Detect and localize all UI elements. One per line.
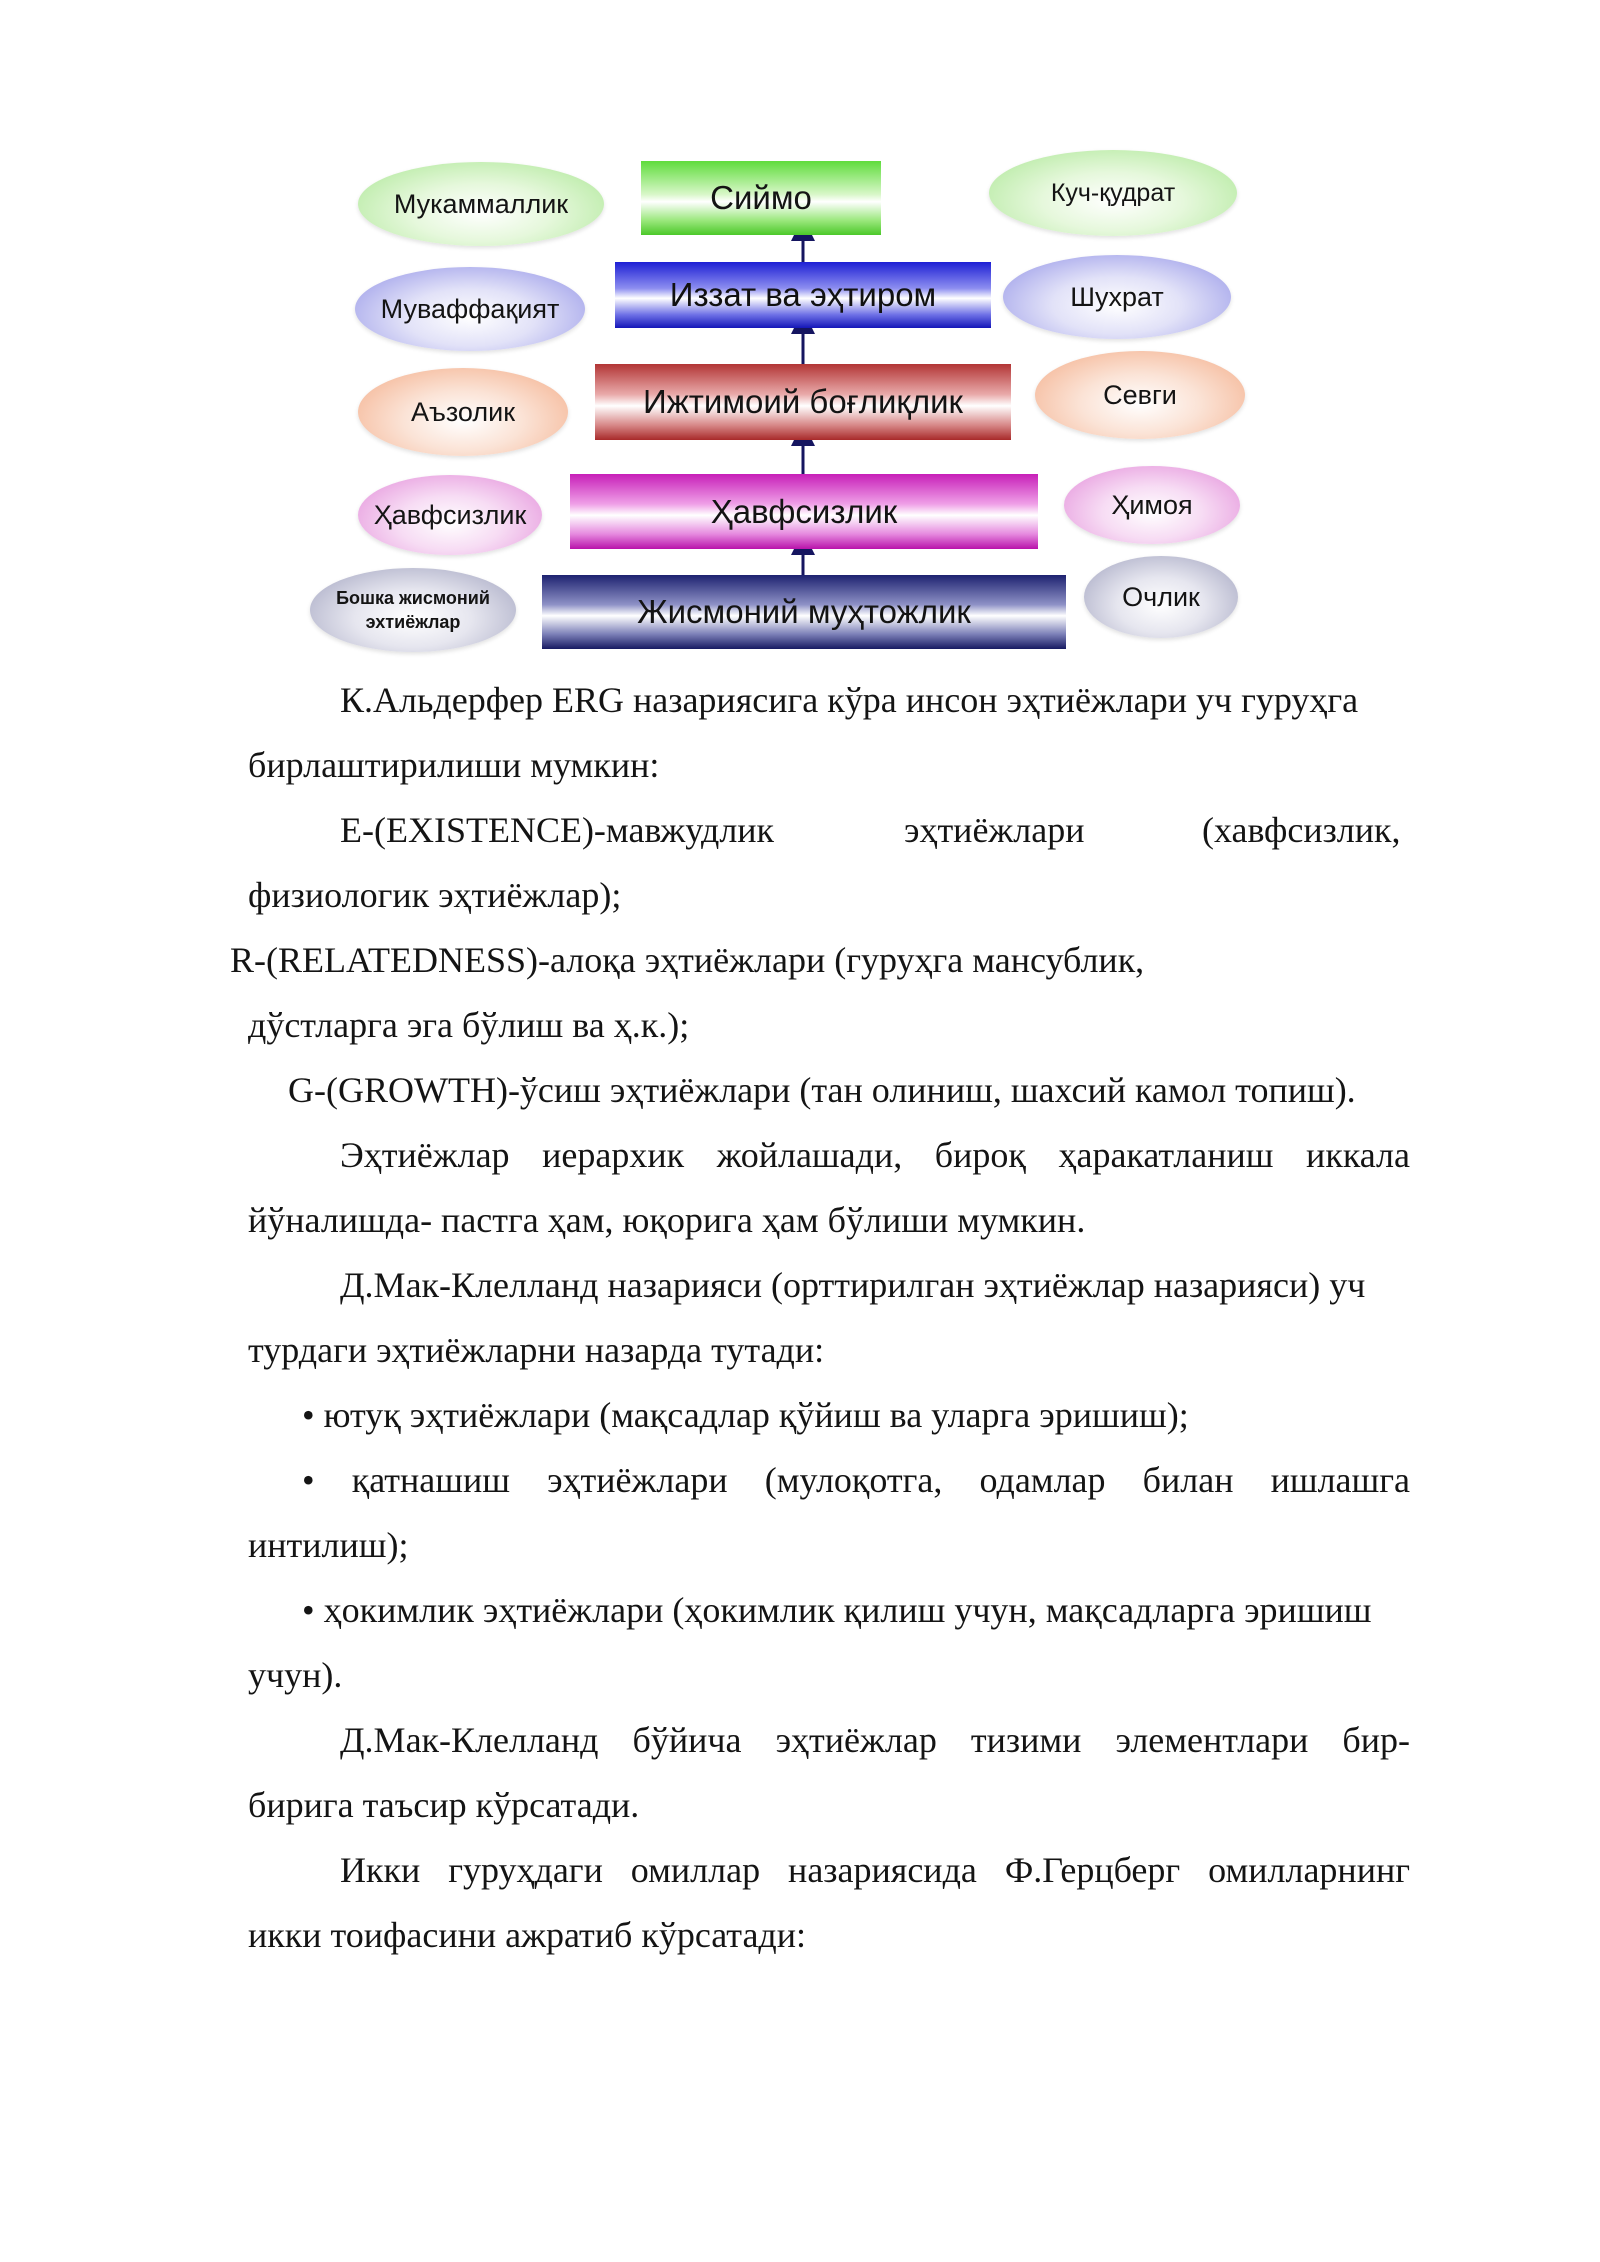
- bullet-item: • ютуқ эҳтиёжлари (мақсадлар қўйиш ва уларга эришиш);: [302, 1395, 1189, 1435]
- paragraph-line: G-(GROWTH)-ўсиш эҳтиёжлари (тан олиниш, шахсий камол топиш).: [288, 1070, 1356, 1110]
- needs-hierarchy-diagram: [300, 150, 1260, 660]
- level-social: Ижтимоий боғлиқлик: [595, 364, 1011, 440]
- level-physiological: Жисмоний муҳтожлик: [542, 575, 1066, 649]
- level-esteem: Иззат ва эҳтиром: [615, 262, 991, 328]
- paragraph-line: Икки гуруҳдаги омиллар назариясида Ф.Герцберг омилларнинг: [340, 1850, 1410, 1890]
- ellipse-power: Куч-қудрат: [989, 150, 1237, 236]
- paragraph-line: К.Альдерфер ERG назариясига кўра инсон эҳтиёжлари уч гуруҳга: [340, 680, 1359, 720]
- paragraph-line: (хавфсизлик,: [1202, 810, 1401, 850]
- paragraph-line: дўстларга эга бўлиш ва ҳ.к.);: [248, 1005, 690, 1045]
- paragraph-line: E-(EXISTENCE)-мавжудлик: [340, 810, 775, 850]
- paragraph-line: учун).: [248, 1655, 343, 1695]
- paragraph-line: бирлаштирилиши мумкин:: [248, 745, 660, 785]
- ellipse-success: Муваффақият: [355, 267, 585, 351]
- paragraph-line: икки тоифасини ажратиб кўрсатади:: [248, 1915, 807, 1955]
- paragraph-line: йўналишда- пастга ҳам, юқорига ҳам бўлиши мумкин.: [248, 1200, 1086, 1240]
- ellipse-hunger: Очлик: [1084, 556, 1238, 638]
- ellipse-fame: Шухрат: [1003, 255, 1231, 339]
- ellipse-perfection: Мукаммаллик: [358, 162, 604, 246]
- ellipse-other-physical-needs-line2: эхтиёжлар: [365, 612, 461, 632]
- ellipse-membership: Аъзолик: [358, 368, 568, 456]
- level-safety: Ҳавфсизлик: [570, 474, 1038, 549]
- level-self-image: Сиймо: [641, 161, 881, 235]
- bullet-item: • қатнашиш эҳтиёжлари (мулоқотга, одамлар билан ишлашга: [302, 1460, 1410, 1500]
- bullet-item: • ҳокимлик эҳтиёжлари (ҳокимлик қилиш учун, мақсадларга эришиш: [302, 1590, 1372, 1630]
- paragraph-line: интилиш);: [248, 1525, 409, 1565]
- paragraph-line: турдаги эҳтиёжларни назарда тутади:: [248, 1330, 825, 1370]
- paragraph-line: Д.Мак-Клелланд назарияси (орттирилган эҳтиёжлар назарияси) уч: [340, 1265, 1366, 1305]
- paragraph-line: физиологик эҳтиёжлар);: [248, 875, 622, 915]
- paragraph-line: Эҳтиёжлар иерархик жойлашади, бироқ ҳаракатланиш иккала: [340, 1135, 1410, 1175]
- ellipse-other-physical-needs-line1: Бошка жисмоний: [336, 588, 490, 608]
- ellipse-other-physical-needs: [310, 568, 516, 652]
- paragraph-line: Д.Мак-Клелланд бўйича эҳтиёжлар тизими элементлари бир-: [340, 1720, 1410, 1760]
- ellipse-safety: Ҳавфсизлик: [358, 475, 542, 555]
- paragraph-line: R-(RELATEDNESS)-алоқа эҳтиёжлари (гуруҳга мансублик,: [230, 940, 1145, 980]
- paragraph-line: эҳтиёжлари: [904, 810, 1085, 850]
- paragraph-line: бирига таъсир кўрсатади.: [248, 1785, 640, 1825]
- ellipse-love: Севги: [1035, 351, 1245, 439]
- ellipse-protection: Ҳимоя: [1064, 466, 1240, 544]
